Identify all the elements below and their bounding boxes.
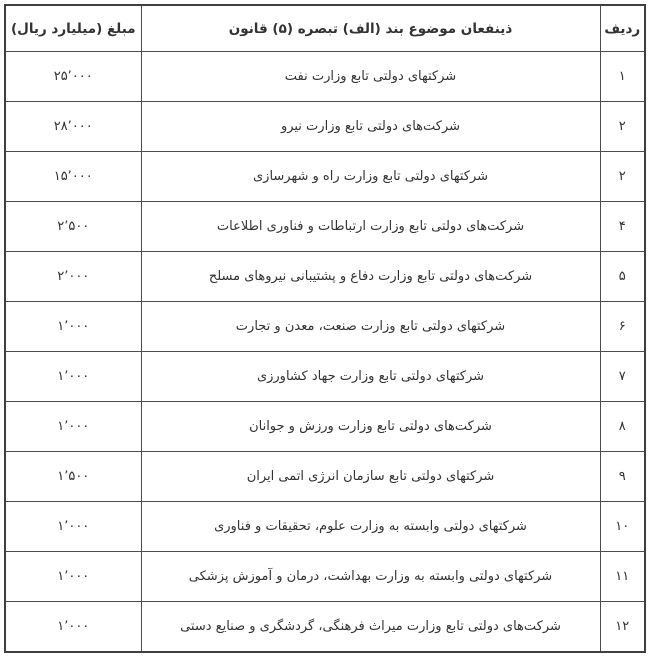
amount-value: ۱٬۰۰۰ bbox=[5, 302, 141, 352]
column-header-amount: مبلغ (میلیارد ریال) bbox=[5, 5, 141, 52]
table-row bbox=[5, 302, 645, 352]
row-number: ۸ bbox=[600, 402, 645, 452]
beneficiary-name: شرکتهای دولتی وابسته به وزارت بهداشت، درمان و آموزش پزشکی bbox=[141, 552, 600, 602]
beneficiary-name: شرکتهای دولتی تابع وزارت صنعت، معدن و تجارت bbox=[141, 302, 600, 352]
amount-value: ۱٬۰۰۰ bbox=[5, 352, 141, 402]
amount-value: ۱٬۵۰۰ bbox=[5, 452, 141, 502]
beneficiary-name: شرکت‌های دولتی تابع وزارت دفاع و پشتیبانی نیروهای مسلح bbox=[141, 252, 600, 302]
row-number: ۱ bbox=[600, 52, 645, 102]
table-row bbox=[5, 152, 645, 202]
amount-value: ۲٬۵۰۰ bbox=[5, 202, 141, 252]
row-number: ۲ bbox=[600, 102, 645, 152]
row-number: ۱۱ bbox=[600, 552, 645, 602]
table-row bbox=[5, 52, 645, 102]
table-row bbox=[5, 402, 645, 452]
row-number: ۲ bbox=[600, 152, 645, 202]
beneficiary-name: شرکت‌های دولتی تابع وزارت ارتباطات و فناوری اطلاعات bbox=[141, 202, 600, 252]
amount-value: ۱۵٬۰۰۰ bbox=[5, 152, 141, 202]
beneficiary-name: شرکت‌های دولتی تابع وزارت ورزش و جوانان bbox=[141, 402, 600, 452]
row-number: ۶ bbox=[600, 302, 645, 352]
beneficiary-name: شرکتهای دولتی تابع وزارت راه و شهرسازی bbox=[141, 152, 600, 202]
row-number: ۹ bbox=[600, 452, 645, 502]
amount-value: ۲٬۰۰۰ bbox=[5, 252, 141, 302]
beneficiary-name: شرکت‌های دولتی تابع وزارت میراث فرهنگی، گردشگری و صنایع دستی bbox=[141, 602, 600, 653]
row-number: ۷ bbox=[600, 352, 645, 402]
amount-value: ۲۵٬۰۰۰ bbox=[5, 52, 141, 102]
amount-value: ۱٬۰۰۰ bbox=[5, 602, 141, 653]
amount-value: ۱٬۰۰۰ bbox=[5, 502, 141, 552]
row-number: ۴ bbox=[600, 202, 645, 252]
table-row bbox=[5, 352, 645, 402]
row-number: ۱۲ bbox=[600, 602, 645, 653]
amount-value: ۱٬۰۰۰ bbox=[5, 552, 141, 602]
table-row bbox=[5, 502, 645, 552]
column-header-beneficiary: ذینفعان موضوع بند (الف) تبصره (۵) قانون bbox=[141, 5, 600, 52]
table-row bbox=[5, 252, 645, 302]
beneficiary-name: شرکت‌های دولتی تابع وزارت نیرو bbox=[141, 102, 600, 152]
table-body bbox=[5, 52, 645, 653]
beneficiary-name: شرکتهای دولتی تابع سازمان انرژی اتمی ایران bbox=[141, 452, 600, 502]
column-header-radif: ردیف bbox=[600, 5, 645, 52]
amount-value: ۱٬۰۰۰ bbox=[5, 402, 141, 452]
table-row bbox=[5, 452, 645, 502]
table-row bbox=[5, 202, 645, 252]
table-row bbox=[5, 552, 645, 602]
beneficiary-name: شرکتهای دولتی تابع وزارت نفت bbox=[141, 52, 600, 102]
beneficiaries-table bbox=[4, 4, 646, 653]
beneficiary-name: شرکتهای دولتی وابسته به وزارت علوم، تحقیقات و فناوری bbox=[141, 502, 600, 552]
amount-value: ۲۸٬۰۰۰ bbox=[5, 102, 141, 152]
table-header-row bbox=[5, 5, 645, 52]
table-row bbox=[5, 102, 645, 152]
row-number: ۵ bbox=[600, 252, 645, 302]
beneficiary-name: شرکتهای دولتی تابع وزارت جهاد کشاورزی bbox=[141, 352, 600, 402]
row-number: ۱۰ bbox=[600, 502, 645, 552]
table-row bbox=[5, 602, 645, 653]
